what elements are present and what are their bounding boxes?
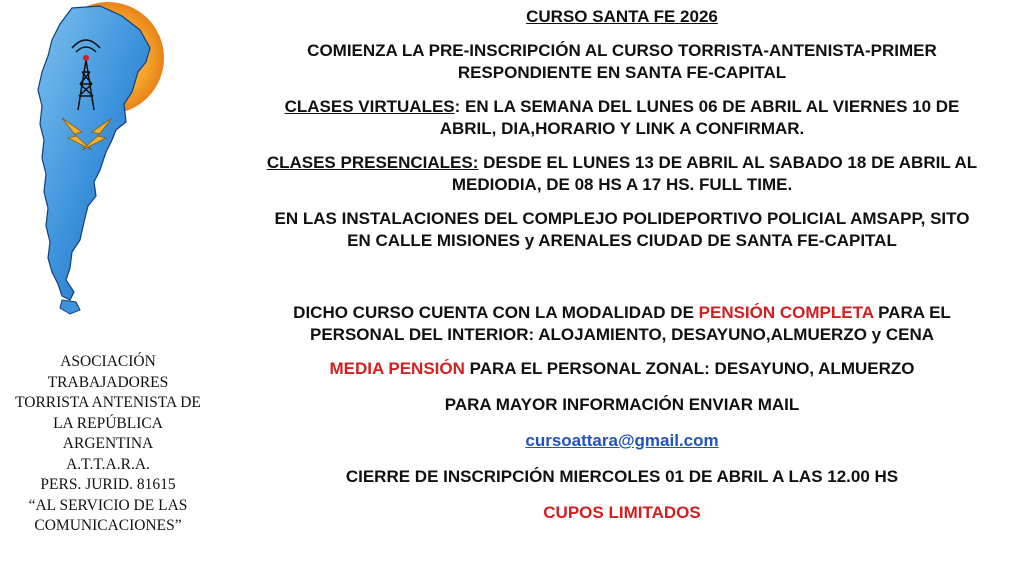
pension-completa-highlight: PENSIÓN COMPLETA [698,303,874,322]
cupos-limitados: CUPOS LIMITADOS [543,503,701,522]
organization-info [4,352,212,537]
closing-date: CIERRE DE INSCRIPCIÓN MIERCOLES 01 DE ABRIL A LAS 12.00 HS [345,467,899,486]
venue-paragraph [228,208,1016,252]
intro-paragraph [228,40,1016,84]
intro-line: COMIENZA LA PRE-INSCRIPCIÓN AL CURSO TORRISTA-ANTENISTA-PRIMER [307,41,937,60]
main-announcement [228,6,1016,524]
org-line: TORRISTA ANTENISTA DE [15,394,201,411]
intro-line: RESPONDIENTE EN SANTA FE-CAPITAL [457,63,787,82]
media-pension-text: PARA EL PERSONAL ZONAL: DESAYUNO, ALMUERZO [464,359,915,378]
virtual-classes-paragraph [228,96,1016,140]
pension-text: PARA EL [873,303,951,322]
org-line: A.T.T.A.R.A. [66,455,150,473]
org-line: TRABAJADORES [47,373,169,391]
virtual-line: ABRIL, DIA,HORARIO Y LINK A CONFIRMAR. [439,119,805,138]
presencial-classes-paragraph [228,152,1016,196]
org-line: COMUNICACIONES” [34,517,182,534]
org-line: LA REPÚBLICA [53,414,163,432]
venue-line: EN LAS INSTALACIONES DEL COMPLEJO POLIDEPORTIVO POLICIAL AMSAPP, SITO [274,209,970,228]
page-title: CURSO SANTA FE 2026 [526,7,718,26]
presencial-label: CLASES PRESENCIALES: [266,153,479,172]
presencial-line: MEDIODIA, DE 08 HS A 17 HS. FULL TIME. [451,175,793,194]
email-link[interactable]: cursoattara@gmail.com [525,431,719,450]
org-line: PERS. JURID. 81615 [40,476,176,493]
org-line: “AL SERVICIO DE LAS [28,496,188,514]
virtual-label: CLASES VIRTUALES [284,97,455,116]
info-paragraph: PARA MAYOR INFORMACIÓN ENVIAR MAIL [444,395,800,414]
pension-paragraph [228,302,1016,346]
media-pension-paragraph [228,358,1016,380]
argentina-map-tower-logo-icon [0,0,220,330]
presencial-line: DESDE EL LUNES 13 DE ABRIL AL SABADO 18 DE ABRIL AL [478,153,978,172]
virtual-line: : EN LA SEMANA DEL LUNES 06 DE ABRIL AL VIERNES 10 DE [454,97,960,116]
pension-text: DICHO CURSO CUENTA CON LA MODALIDAD DE [293,303,699,322]
pension-line: PERSONAL DEL INTERIOR: ALOJAMIENTO, DESAYUNO,ALMUERZO y CENA [309,325,935,344]
org-line: ARGENTINA [62,435,154,452]
venue-line: EN CALLE MISIONES y ARENALES CIUDAD DE SANTA FE-CAPITAL [347,231,897,250]
org-line: ASOCIACIÓN [60,353,156,370]
media-pension-highlight: MEDIA PENSIÓN [329,359,465,378]
